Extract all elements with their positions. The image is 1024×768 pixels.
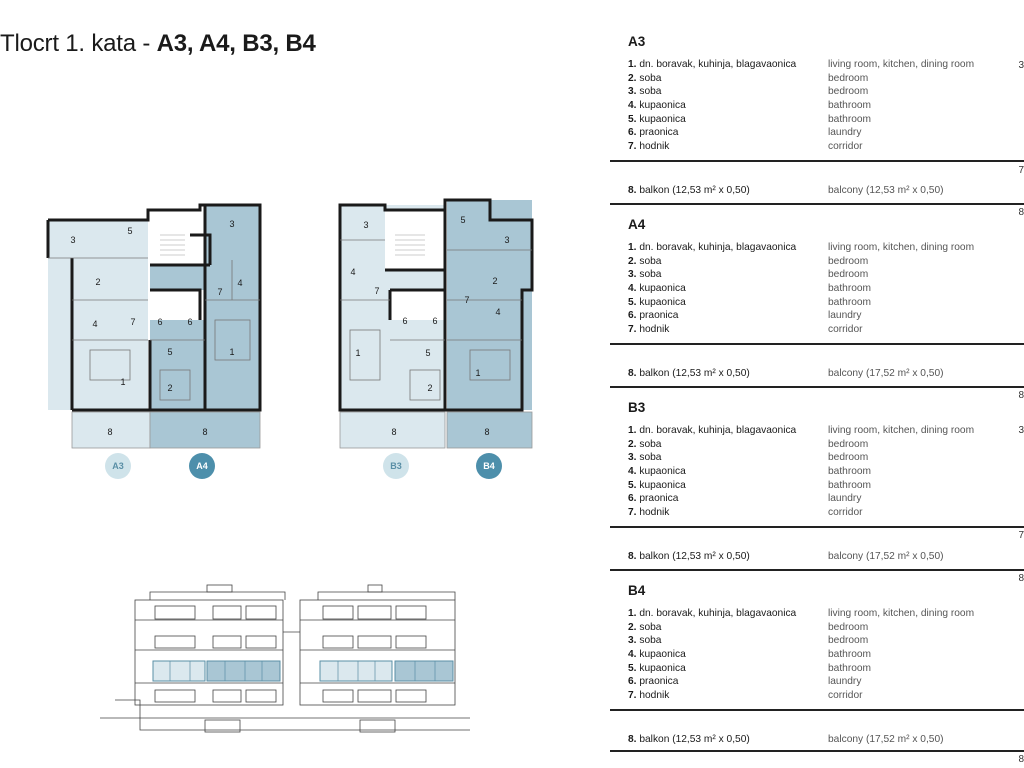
- room-number: 2: [427, 383, 433, 393]
- divider: [610, 386, 1024, 388]
- room-number: 2: [167, 383, 173, 393]
- room-row: 3. soba bedroom: [628, 635, 869, 647]
- unit-name: A4: [628, 217, 646, 232]
- b4-zone: [447, 200, 532, 410]
- room-number: 4: [237, 278, 243, 288]
- room-row: 6. praonica laundry: [628, 127, 862, 139]
- elevation-highlight-floor: [153, 661, 453, 681]
- divider: [610, 203, 1024, 205]
- room-number: 1: [120, 377, 126, 387]
- room-row: 2. soba bedroom: [628, 438, 869, 450]
- room-row: 2. soba bedroom: [628, 621, 869, 633]
- room-number: 3: [229, 219, 235, 229]
- room-row: 1. dn. boravak, kuhinja, blagavaonica living room, kitchen, dining room: [628, 425, 975, 436]
- room-number: 6: [157, 317, 163, 327]
- room-row: 4. kupaonica bathroom: [628, 283, 872, 295]
- room-number: 7: [374, 286, 380, 296]
- room-number: 2: [95, 277, 101, 287]
- badge-a4: A4: [189, 453, 215, 479]
- room-row: 2. soba bedroom: [628, 72, 869, 84]
- title-units: A3, A4, B3, B4: [156, 30, 316, 57]
- room-row: 3. soba bedroom: [628, 86, 869, 98]
- room-number: 3: [363, 220, 369, 230]
- title-prefix: Tlocrt 1. kata -: [0, 30, 157, 57]
- room-row: 7. hodnik corridor: [628, 324, 863, 336]
- room-row: 1. dn. boravak, kuhinja, blagavaonica living room, kitchen, dining room: [628, 242, 975, 253]
- room-row: 3. soba bedroom: [628, 452, 869, 464]
- balcony-row: 8. balkon (12,53 m² x 0,50) balcony (17,52 m² x 0,50): [628, 733, 944, 745]
- room-row: 7. hodnik corridor: [628, 507, 863, 519]
- room-row: 2. soba bedroom: [628, 255, 869, 267]
- unit-name: B3: [628, 400, 646, 415]
- badge-a3: A3: [105, 453, 131, 479]
- room-row: 6. praonica laundry: [628, 493, 862, 505]
- edge-digit: 8: [1018, 573, 1024, 584]
- room-number: 7: [130, 317, 136, 327]
- edge-digit: 3: [1018, 60, 1024, 71]
- building-elevation: [100, 585, 470, 732]
- room-row: 3. soba bedroom: [628, 269, 869, 281]
- unit-name: B4: [628, 583, 646, 598]
- room-number: 8: [107, 427, 113, 437]
- room-number: 6: [402, 316, 408, 326]
- plan-a3-a4: [48, 205, 260, 448]
- room-row: 4. kupaonica bathroom: [628, 466, 872, 478]
- balcony-row: 8. balkon (12,53 m² x 0,50) balcony (12,53 m² x 0,50): [628, 184, 944, 196]
- room-number: 1: [355, 348, 361, 358]
- unit-b3: [628, 400, 1024, 564]
- room-number: 2: [492, 276, 498, 286]
- room-row: 5. kupaonica bathroom: [628, 296, 872, 308]
- room-number: 1: [475, 368, 481, 378]
- unit-a4: [628, 217, 1024, 381]
- edge-digit: 7: [1018, 530, 1024, 541]
- room-number: 5: [167, 347, 173, 357]
- room-number: 5: [425, 348, 431, 358]
- room-row: 1. dn. boravak, kuhinja, blagavaonica living room, kitchen, dining room: [628, 608, 975, 619]
- room-row: 6. praonica laundry: [628, 676, 862, 688]
- edge-digit: 8: [1018, 754, 1024, 765]
- badge-b3: B3: [383, 453, 409, 479]
- room-row: 4. kupaonica bathroom: [628, 649, 872, 661]
- unit-name: A3: [628, 34, 646, 49]
- edge-digit: 8: [1018, 390, 1024, 401]
- room-number: 4: [495, 307, 501, 317]
- room-number: 8: [391, 427, 397, 437]
- room-number: 5: [460, 215, 466, 225]
- room-row: 5. kupaonica bathroom: [628, 479, 872, 491]
- room-number: 5: [127, 226, 133, 236]
- room-number: 3: [70, 235, 76, 245]
- room-row: 7. hodnik corridor: [628, 690, 863, 702]
- room-row: 7. hodnik corridor: [628, 141, 863, 153]
- room-row: 5. kupaonica bathroom: [628, 113, 872, 125]
- badge-b4: B4: [476, 453, 502, 479]
- room-number: 4: [350, 267, 356, 277]
- room-number: 3: [504, 235, 510, 245]
- room-number: 7: [217, 287, 223, 297]
- room-row: 5. kupaonica bathroom: [628, 662, 872, 674]
- room-row: 4. kupaonica bathroom: [628, 100, 872, 112]
- room-number: 7: [464, 295, 470, 305]
- room-number: 1: [229, 347, 235, 357]
- edge-digit: 7: [1018, 165, 1024, 176]
- balcony-row: 8. balkon (12,53 m² x 0,50) balcony (17,52 m² x 0,50): [628, 550, 944, 562]
- room-number: 6: [187, 317, 193, 327]
- divider: [610, 750, 1024, 752]
- unit-b4: [628, 583, 1024, 747]
- room-number: 8: [484, 427, 490, 437]
- room-number: 6: [432, 316, 438, 326]
- unit-a3: [628, 34, 1024, 198]
- room-number: 8: [202, 427, 208, 437]
- balcony-row: 8. balkon (12,53 m² x 0,50) balcony (17,52 m² x 0,50): [628, 367, 944, 379]
- room-number: 4: [92, 319, 98, 329]
- edge-digit: 8: [1018, 207, 1024, 218]
- room-row: 6. praonica laundry: [628, 310, 862, 322]
- room-row: 1. dn. boravak, kuhinja, blagavaonica living room, kitchen, dining room: [628, 59, 975, 70]
- divider: [610, 569, 1024, 571]
- edge-digit: 3: [1018, 425, 1024, 436]
